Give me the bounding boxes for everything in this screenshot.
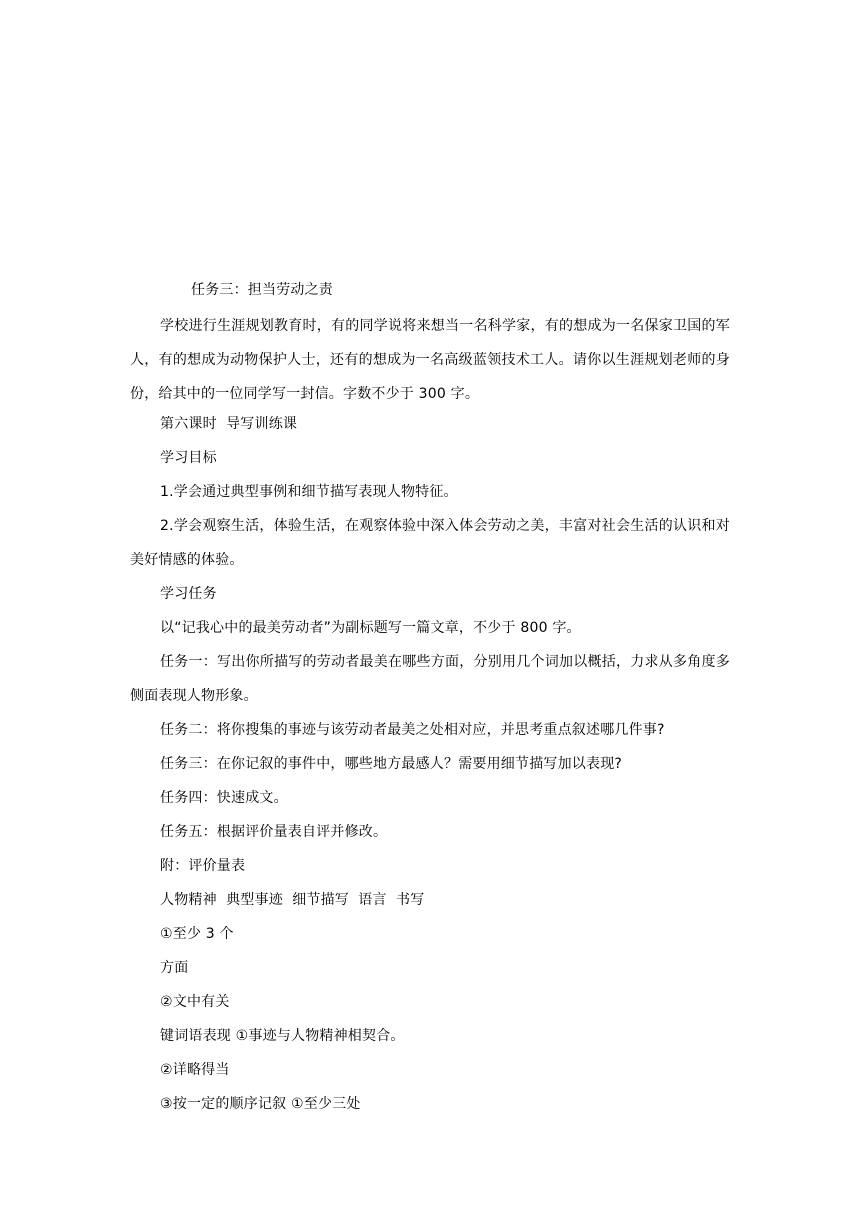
- task-3-line: 任务三：在你记叙的事件中，哪些地方最感人？需要用细节描写加以表现?: [160, 756, 623, 772]
- task-5-line: 任务五：根据评价量表自评并修改。: [160, 824, 388, 840]
- rubric-line-2: 方面: [160, 960, 189, 976]
- learning-goals-heading: 学习目标: [160, 450, 217, 466]
- task-4-line: 任务四：快速成文。: [160, 790, 288, 806]
- task3-heading: 任务三：担当劳动之责: [191, 282, 333, 298]
- task-1-paragraph: 任务一：写出你所描写的劳动者最美在哪些方面，分别用几个词加以概括，力求从多角度多侧面表现人物形象。: [130, 654, 730, 704]
- rubric-line-5: ②详略得当: [160, 1062, 230, 1078]
- lesson-title: 第六课时 导写训练课: [160, 416, 298, 432]
- rubric-line-6: ③按一定的顺序记叙 ①至少三处: [160, 1096, 361, 1112]
- learning-goal-1: 1.学会通过典型事例和细节描写表现人物特征。: [160, 484, 458, 500]
- learning-tasks-heading: 学习任务: [160, 586, 217, 602]
- rubric-line-1: ①至少 3 个: [160, 926, 234, 942]
- rubric-line-3: ②文中有关: [160, 994, 230, 1010]
- task3-prompt-paragraph: 学校进行生涯规划教育时，有的同学说将来想当一名科学家，有的想成为一名保家卫国的军人，有的想成为动物保护人士，还有的想成为一名高级蓝领技术工人。请你以生涯规划老师的身份，给其中的一位同学写一封信。字数不少于 300 字。: [130, 318, 730, 402]
- appendix-label: 附：评价量表: [160, 858, 246, 874]
- task-2-line: 任务二：将你搜集的事迹与该劳动者最美之处相对应，并思考重点叙述哪几件事?: [160, 722, 665, 738]
- rubric-line-4: 键词语表现 ①事迹与人物精神相契合。: [160, 1028, 405, 1044]
- rubric-header: 人物精神 典型事迹 细节描写 语言 书写: [160, 892, 425, 908]
- writing-prompt: 以“记我心中的最美劳动者”为副标题写一篇文章，不少于 800 字。: [160, 620, 581, 636]
- learning-goal-2: 2.学会观察生活，体验生活，在观察体验中深入体会劳动之美，丰富对社会生活的认识和对美好情感的体验。: [130, 518, 730, 568]
